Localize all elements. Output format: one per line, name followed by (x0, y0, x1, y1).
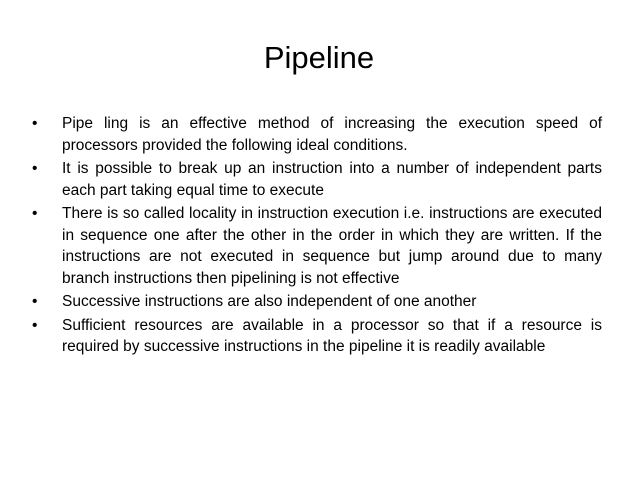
bullet-icon: • (32, 293, 38, 310)
bullet-text: Successive instructions are also independent of one another (62, 293, 477, 310)
slide-title: Pipeline (263, 40, 375, 75)
bullet-icon: • (32, 115, 38, 132)
bullet-text: It is possible to break up an instruction into a number of independent parts each part taking equal time to execute (62, 160, 602, 199)
bullet-item (32, 291, 602, 313)
bullet-item (32, 203, 602, 289)
bullet-text: Sufficient resources are available in a processor so that if a resource is required by successive instructions in the pipeline it is readily available (62, 316, 602, 355)
bullet-icon: • (32, 160, 38, 177)
bullet-text: Pipe ling is an effective method of increasing the execution speed of processors provided the following ideal conditions. (62, 115, 602, 154)
bullet-list (32, 113, 602, 360)
bullet-item (32, 158, 602, 201)
bullet-text: There is so called locality in instruction execution i.e. instructions are executed in sequence one after the other in the order in which they are written. If the instructions are not executed in sequence but jump around due to many branch instructions then pipelining is not effective (62, 205, 602, 287)
bullet-item (32, 113, 602, 156)
bullet-item (32, 315, 602, 358)
bullet-icon: • (32, 316, 38, 334)
bullet-icon: • (32, 205, 38, 222)
